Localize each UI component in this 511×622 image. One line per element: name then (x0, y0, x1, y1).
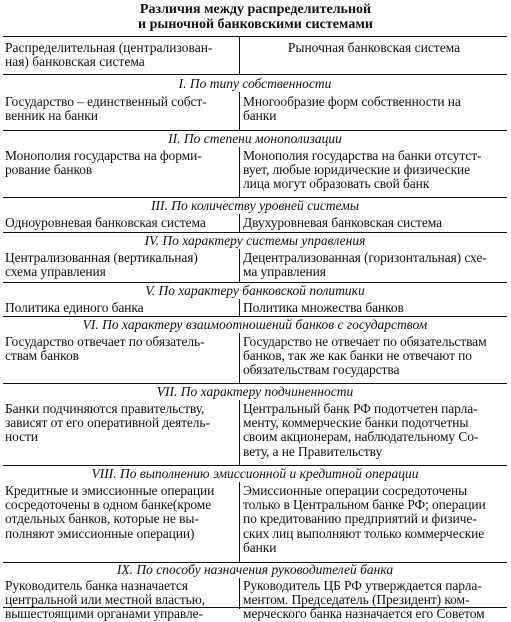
cell-line: менту, коммерческие банки подотчетны (243, 415, 469, 431)
cell-line: ствам банков (5, 348, 79, 364)
header-right-text: Рыночная банковская система (287, 40, 461, 55)
title-line-2: и рыночной банковскими системами (138, 17, 373, 32)
cell-line: рование банков (5, 162, 93, 178)
right-cell (243, 301, 505, 315)
column-divider (239, 147, 240, 198)
right-cell (243, 95, 505, 123)
cell-line: ности (5, 429, 38, 445)
cell-line: ментом. Председатель (Президент) ком- (243, 592, 470, 608)
column-divider-header (239, 37, 240, 74)
left-cell (5, 301, 237, 315)
left-cell (5, 484, 237, 541)
cell-line: схема управления (5, 264, 106, 280)
column-divider (239, 299, 240, 317)
cell-line: Руководитель ЦБ РФ утверждается парла- (243, 578, 482, 593)
left-cell (5, 335, 237, 363)
section-heading: VIII. По выполнению эмиссионной и кредитной операции (91, 466, 419, 481)
cell-line: вету, а не Правительству (243, 443, 383, 459)
cell-line: своим акционерам, наблюдательному Со- (243, 429, 479, 445)
section-heading: IX. По способу назначения руководителей банка (116, 562, 394, 577)
cell-line: Кредитные и эмиссионные операции (5, 483, 215, 498)
cell-line: обязательствам государства (243, 362, 400, 378)
cell-line: Одноуровневая банковская система (5, 215, 206, 230)
title-line-1: Различия между распределительной (139, 2, 372, 17)
cell-line: банки (243, 539, 277, 555)
column-divider (239, 482, 240, 563)
cell-line: зависят от его оперативной деятель- (5, 415, 210, 431)
cell-line: ских лиц выполняют только коммерческие (243, 525, 485, 541)
cell-line: по кредитованию предприятий и физиче- (243, 511, 477, 527)
cell-line: центральной или местной властью, (5, 592, 205, 608)
cell-line: Руководитель банка назначается (5, 578, 188, 593)
cell-line: сосредоточены в одном банке(кроме (5, 497, 212, 513)
cell-line: банки (243, 108, 277, 124)
section-heading: IV. По характеру системы управления (144, 233, 366, 248)
section-heading: V. По характеру банковской политики (145, 283, 365, 298)
cell-line: вышестоящими органами управле- (5, 606, 203, 622)
header-left-line: Распределительная (централизован- (5, 40, 213, 55)
column-divider (239, 92, 240, 131)
cell-line: полняют эмиссионные операции) (5, 525, 195, 541)
column-divider (239, 400, 240, 466)
cell-line: венник на банки (5, 108, 98, 124)
right-cell (243, 484, 505, 555)
cell-line: мерческого банка назначается его Советом (243, 606, 485, 622)
column-divider (239, 249, 240, 283)
right-cell (243, 251, 505, 279)
cell-line: Монополия государства на банки отсутст- (243, 148, 482, 163)
cell-line: ма управления (243, 264, 326, 280)
left-cell (5, 149, 237, 177)
column-divider (239, 214, 240, 233)
cell-line: отдельных банков, которые не вы- (5, 511, 199, 527)
header-left (5, 41, 237, 69)
right-cell (243, 579, 505, 622)
cell-line: Политика множества банков (243, 300, 404, 315)
cell-line: Двухуровневая банковская система (243, 215, 442, 230)
section-heading: VII. По характеру подчиненности (156, 384, 354, 399)
document-title (0, 2, 511, 32)
cell-line: Централизованная (вертикальная) (5, 250, 198, 265)
comparison-table (3, 36, 507, 622)
cell-line: Децентрализованная (горизонтальная) схе- (243, 250, 487, 265)
cell-line: Государство не отвечает по обязательствам (243, 334, 487, 349)
cell-line: вует, любые юридические и физические (243, 162, 471, 178)
cell-line: Монополия государства на форми- (5, 148, 202, 163)
cell-line: только в Центральном банке РФ; операции (243, 497, 486, 513)
cell-line: Государство – единственный собст- (5, 94, 207, 109)
cell-line: банков, так же как банки не отвечают по (243, 348, 472, 364)
cell-line: Центральный банк РФ подотчетен парла- (243, 401, 478, 416)
cell-line: Государство отвечает по обязатель- (5, 334, 205, 349)
cell-line: Эмиссионные операции сосредоточены (243, 483, 468, 498)
left-cell (5, 402, 237, 445)
section-heading: I. По типу собственности (178, 76, 332, 91)
right-cell (243, 335, 505, 378)
cell-line: Банки подчиняются правительству, (5, 401, 205, 416)
header-left-line: ная) банковская система (5, 54, 145, 69)
left-cell (5, 95, 237, 123)
section-heading: VI. По характеру взаимоотношений банков с государством (82, 317, 428, 332)
column-divider (239, 333, 240, 384)
section-heading: III. По количеству уровней системы (150, 198, 360, 213)
section-heading: II. По степени монополизации (168, 131, 342, 146)
left-cell (5, 579, 237, 622)
left-cell (5, 251, 237, 279)
left-cell (5, 216, 237, 230)
column-divider (239, 578, 240, 609)
header-right (243, 41, 505, 55)
right-cell (243, 402, 505, 459)
header-rule (3, 74, 507, 75)
cell-line: лица могут образовать свой банк (243, 176, 430, 192)
cell-line: Политика единого банка (5, 300, 144, 315)
right-cell (243, 216, 505, 230)
cell-line: Многообразие форм собственности на (243, 94, 461, 109)
right-cell (243, 149, 505, 192)
